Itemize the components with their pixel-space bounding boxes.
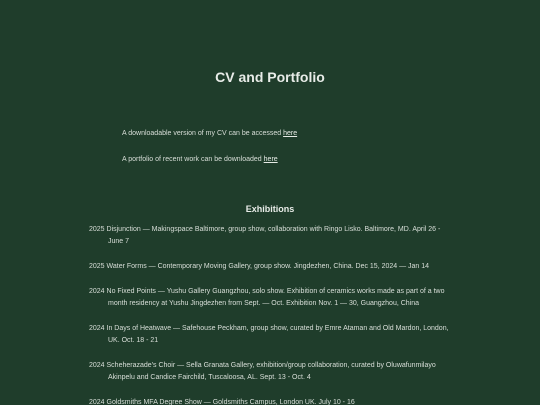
exhibition-item: 2024 In Days of Heatwave — Safehouse Peckham, group show, curated by Emre Ataman and Old Mardon, London, UK. Oct. 18 - 21 — [89, 325, 449, 344]
exhibitions-list — [89, 224, 449, 405]
exhibition-item: 2024 No Fixed Points — Yushu Gallery Guangzhou, solo show. Exhibition of ceramics works made as part of a two month residency at Yushu Jingdezhen from Sept. — Oct. Exhibition Nov. 1 — 30, Guangzhou, China — [89, 288, 445, 307]
cv-download-text: A downloadable version of my CV can be accessed — [122, 130, 284, 137]
exhibition-item: 2025 Water Forms — Contemporary Moving Gallery, group show. Jingdezhen, China. Dec 15, 2024 — Jan 14 — [89, 263, 430, 270]
portfolio-download-link[interactable]: here — [263, 156, 278, 163]
exhibition-item: 2024 Goldsmiths MFA Degree Show — Goldsmiths Campus, London UK. July 10 - 16 — [89, 399, 355, 405]
exhibition-item: 2024 Scheherazade's Choir — Sella Granata Gallery, exhibition/group collaboration, curated by Oluwafunmilayo Akinpelu and Candice Fairchild, Tuscaloosa, AL. Sept. 13 - Oct. 4 — [89, 362, 436, 381]
exhibitions-heading: Exhibitions — [245, 204, 295, 214]
cv-download-link[interactable]: here — [283, 130, 298, 137]
portfolio-download-text: A portfolio of recent work can be downloaded — [122, 156, 264, 163]
portfolio-download-line — [122, 156, 278, 163]
page-title: CV and Portfolio — [215, 69, 325, 85]
exhibition-item: 2025 Disjunction — Makingspace Baltimore, group show, collaboration with Ringo Lisko. Baltimore, MD. April 26 - June 7 — [89, 226, 441, 245]
cv-download-line — [122, 130, 297, 137]
